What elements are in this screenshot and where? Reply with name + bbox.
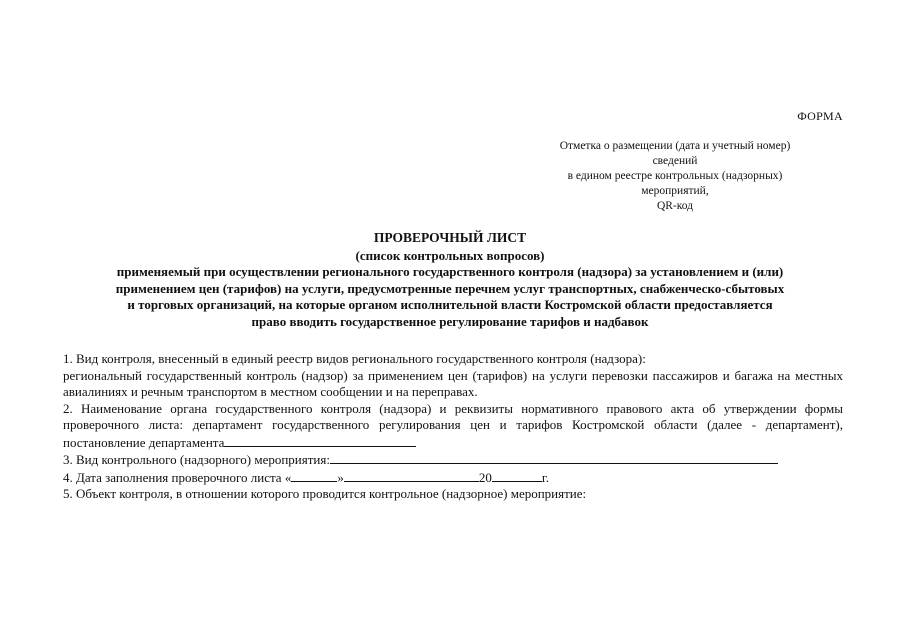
registry-mark-line: Отметка о размещении (дата и учетный номер) xyxy=(559,140,791,152)
title-line: применением цен (тарифов) на услуги, предусмотренные перечнем услуг транспортных, снабженческо-сбытовых xyxy=(115,280,785,296)
item-1-text: региональный государственный контроль (надзор) за применением цен (тарифов) на услуги перевозки пассажиров и багажа на местных авиалиниях и речным транспортом в местном сообщении и на переправах. xyxy=(63,367,843,399)
title-line: и торговых организаций, на которые органом исполнительной власти Костромской области предоставляется xyxy=(127,297,773,312)
registry-mark-line: сведений xyxy=(652,155,698,167)
item-3-label: 3. Вид контрольного (надзорного) мероприятия: xyxy=(63,452,330,467)
form-label: ФОРМА xyxy=(797,109,843,123)
event-type-blank-field[interactable] xyxy=(330,451,778,464)
item-4-label: 4. Дата заполнения проверочного листа « xyxy=(63,469,292,485)
decree-blank-field[interactable] xyxy=(224,434,416,447)
title-line: право вводить государственное регулирование тарифов и надбавок xyxy=(251,313,649,329)
title-main: ПРОВЕРОЧНЫЙ ЛИСТ xyxy=(373,230,527,245)
item-2 xyxy=(63,401,843,452)
title-line: применяемый при осуществлении регионального государственного контроля (надзора) за установлением и (или) xyxy=(116,264,784,279)
date-year-suffix: г. xyxy=(541,469,549,485)
document-title xyxy=(50,230,850,330)
date-day-blank-field[interactable] xyxy=(291,469,337,482)
date-month-blank-field[interactable] xyxy=(344,469,479,482)
date-year-blank-field[interactable] xyxy=(492,469,542,482)
registry-mark-block xyxy=(525,139,825,214)
item-2-text: 2. Наименование органа государственного контроля (надзора) и реквизиты нормативного правового акта об утверждении формы проверочного листа: департамент государственного регулирования цен и тарифов Костромской области (далее - департамент), постановление департамента xyxy=(63,400,843,450)
registry-mark-line: в едином реестре контрольных (надзорных) xyxy=(567,170,783,182)
item-5-label: 5. Объект контроля, в отношении которого проводится контрольное (надзорное) мероприятие: xyxy=(63,486,587,501)
item-4 xyxy=(63,469,843,487)
registry-mark-line: мероприятий, xyxy=(641,185,709,197)
date-year-prefix: 20 xyxy=(478,469,492,485)
registry-mark-line: QR-код xyxy=(656,200,694,212)
checklist-items xyxy=(63,351,843,503)
item-3 xyxy=(63,451,843,469)
item-1-label: 1. Вид контроля, внесенный в единый реестр видов регионального государственного контроля (надзора): xyxy=(63,351,646,366)
title-subtitle: (список контрольных вопросов) xyxy=(355,247,545,263)
date-quote-close: » xyxy=(337,469,344,485)
